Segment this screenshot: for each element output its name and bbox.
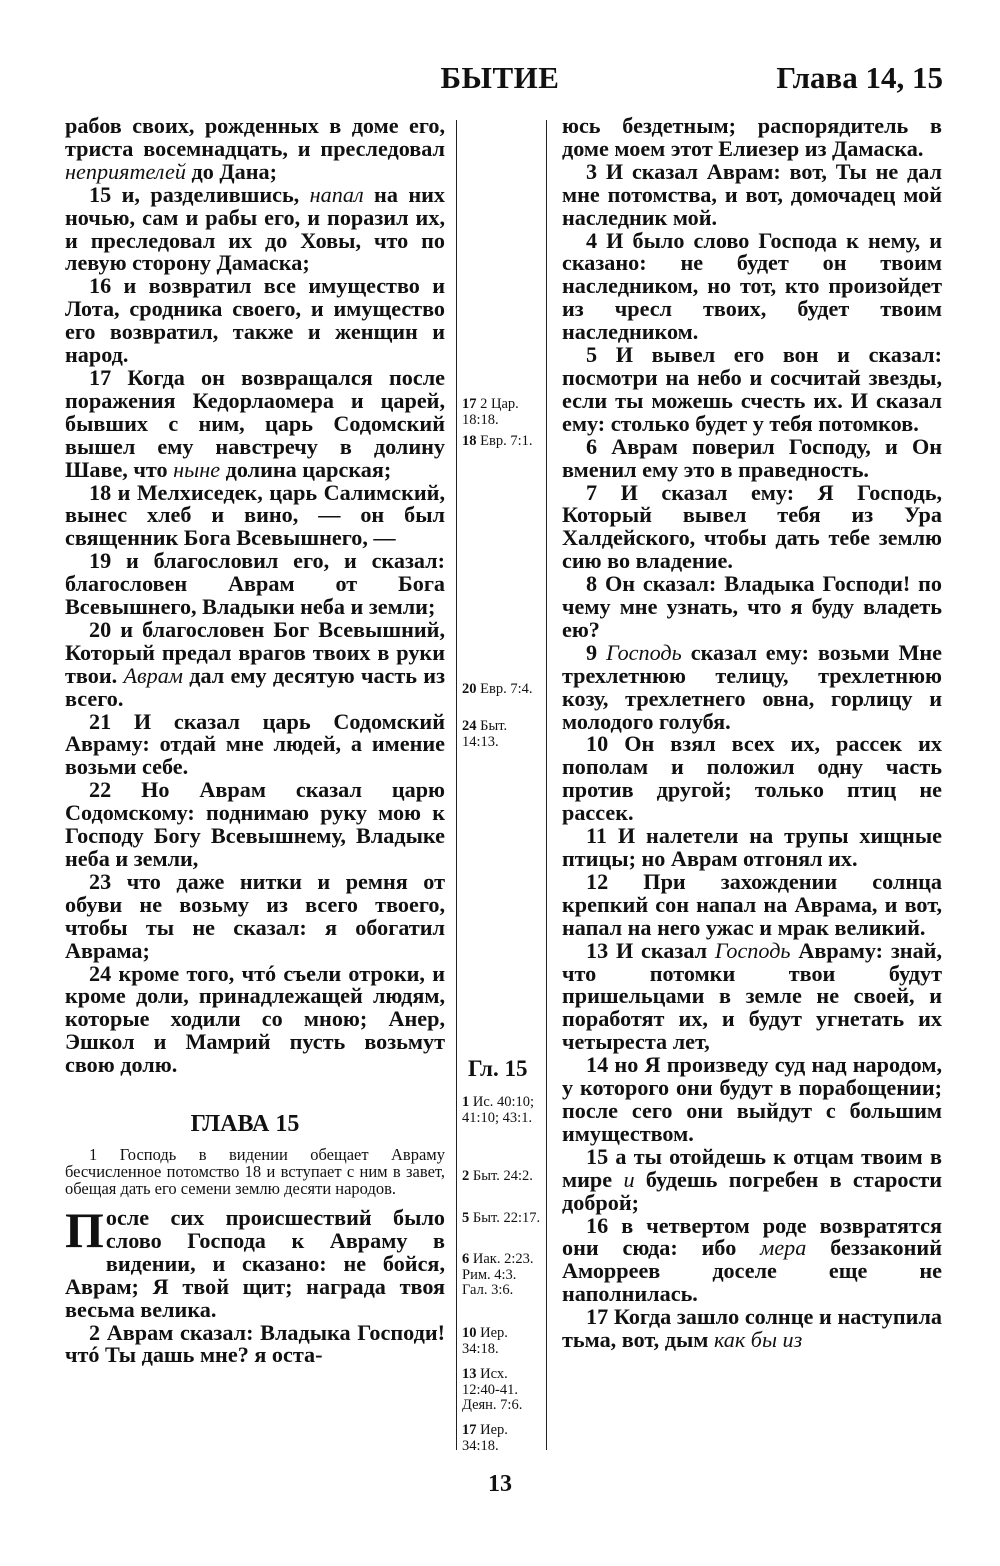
ref-15-13: 13 Исх. 12:40-41. Деян. 7:6. [462,1366,523,1413]
verse-15-5: 5 И вывел его вон и сказал: посмотри на небо и сосчитай звезды, если ты можешь счесть их. И сказал ему: столько будет у тебя потомков. [562,342,942,436]
verse-15-9: 9 Господь сказал ему: возьми Мне трехлетнюю телицу, трехлетнюю козу, трехлетнего овна, горлицу и молодого голубя. [562,639,943,734]
verse-15-12: 12 При захождении солнца крепкий сон напал на Аврама, и вот, напал на него ужас и мрак великий. [562,868,942,940]
drop-cap: П [65,1201,104,1258]
verse-14-24: 24 кроме того, чтó съели отроки, и кроме доли, принадлежащей людям, которые ходили со мною; Анер, Эшкол и Мамрий пусть возьмут свою долю. [65,960,445,1078]
ref-14-20: 20 Евр. 7:4. [462,681,533,697]
verse-14-19: 19 и благословил его, и сказал: благословен Аврам от Бога Всевышнего, Владыки неба и земли; [65,548,445,620]
ref-15-17: 17 Иер. 34:18. [462,1422,508,1454]
ref-15-10: 10 Иер. 34:18. [462,1325,508,1357]
verse-14-18: 18 и Мелхиседек, царь Салимский, вынес хлеб и вино, — он был священник Бога Всевышнего, — [65,479,445,551]
chapter-15-title: ГЛАВА 15 [190,1111,300,1138]
verse-14-20: 20 и благословен Бог Всевышний, Который предал врагов твоих в руки твои. Аврам дал ему десятую часть из всего. [65,616,446,711]
ref-14-17: 17 2 Цар. 18:18. [462,396,519,428]
verse-15-3: 3 И сказал Аврам: вот, Ты не дал мне потомства, и вот, домочадец мой наследник мой. [562,158,942,230]
verse-15-13: 13 И сказал Господь Авраму: знай, что потомки твои будут пришельцами в земле не своей, и поработят их, и будут угнетать их четыреста лет, [562,937,942,1055]
verse-15-1: После сих происшествий было слово Господа к Авраму в видении, и сказано: не бойся, Аврам; Я твой щит; награда твоя весьма велика. [65,1201,445,1322]
ref-15-6: 6 Иак. 2:23. Рим. 4:3. Гал. 3:6. [462,1251,534,1298]
ref-14-18: 18 Евр. 7:1. [462,433,533,449]
verse-14-23: 23 что даже нитки и ремня от обуви не возьму из всего твоего, чтобы ты не сказал: я обогатил Аврама; [65,868,445,963]
verse-15-14: 14 но Я произведу суд над народом, у которого они будут в порабощении; после сего они выйдут с большим имуществом. [562,1052,942,1146]
column-rule-left [456,120,457,1450]
ref-14-24: 24 Быт. 14:13. [462,718,508,750]
left-column [65,115,445,1367]
verse-14-17: 17 Когда он возвращался после поражения Кедорлаомера и царей, бывших с ним, царь Содомский вышел ему навстречу в долину Шаве, что ныне долина царская; [65,364,445,482]
verse-14-15: 15 и, разделившись, напал на них ночью, сам и рабы его, и поразил их, и преследовал их до Ховы, что по левую сторону Дамаска; [65,181,446,276]
verse-15-11: 11 И налетели на трупы хищные птицы; но Аврам отгонял их. [562,823,942,871]
page-number: 13 [488,1471,512,1497]
chapter-15-marker: Гл. 15 [468,1056,528,1081]
chapter-summary: 1 Господь в видении обещает Авраму бесчисленное потомство 18 и вступает с ним в завет, обещая дать его семени землю десяти народов. [65,1144,445,1198]
verse-15-15: 15 а ты отойдешь к отцам твоим в мире и будешь погребен в старости доброй; [562,1143,942,1215]
right-column [562,115,942,1352]
book-title: БЫТИЕ [440,60,560,95]
verse-14-21: 21 И сказал царь Содомский Авраму: отдай мне людей, а имение возьми себе. [65,708,445,780]
verse-15-10: 10 Он взял всех их, рассек их пополам и положил одну часть против другой; только птиц не рассек. [562,731,942,826]
verse-15-16: 16 в четвертом роде возвратятся они сюда: ибо мера беззаконий Аморреев доселе еще не наполнилась. [562,1212,943,1307]
verse-15-8: 8 Он сказал: Владыка Господи! по чему мне узнать, что я буду владеть ею? [562,571,942,642]
verse-15-17: 17 Когда зашло солнце и наступила тьма, вот, дым как бы из [562,1304,942,1353]
verse-15-7: 7 И сказал ему: Я Господь, Который вывел тебя из Ура Халдейского, чтобы дать тебе землю сию во владение. [562,479,942,574]
ref-15-5: 5 Быт. 22:17. [462,1210,541,1226]
chapter-header: Глава 14, 15 [776,60,943,95]
verse-15-6: 6 Аврам поверил Господу, и Он вменил ему это в праведность. [562,433,942,482]
verse-15-2: 2 Аврам сказал: Владыка Господи! чтó Ты дашь мне? я оста- [65,1319,445,1368]
ref-15-2: 2 Быт. 24:2. [462,1168,533,1184]
verse-14-16: 16 и возвратил все имущество и Лота, сродника своего, и имущество его возвратил, также и женщин и народ. [65,273,445,368]
verse-14-22: 22 Но Аврам сказал царю Содомскому: поднимаю руку мою к Господу Богу Всевышнему, Владыке неба и земли, [65,777,445,871]
verse-15-2-cont: юсь бездетным; распорядитель в доме моем этот Елиезер из Дамаска. [562,113,942,161]
ref-15-1: 1 Ис. 40:10; 41:10; 43:1. [462,1094,535,1126]
verse-14-cont: рабов своих, рожденных в доме его, триста восемнадцать, и преследовал неприятелей до Дана; [65,113,445,184]
column-rule-right [546,120,547,1450]
verse-15-4: 4 И было слово Господа к нему, и сказано: не будет он твоим наследником, но тот, кто произойдет из чресл твоих, будет твоим наследником. [562,227,942,345]
